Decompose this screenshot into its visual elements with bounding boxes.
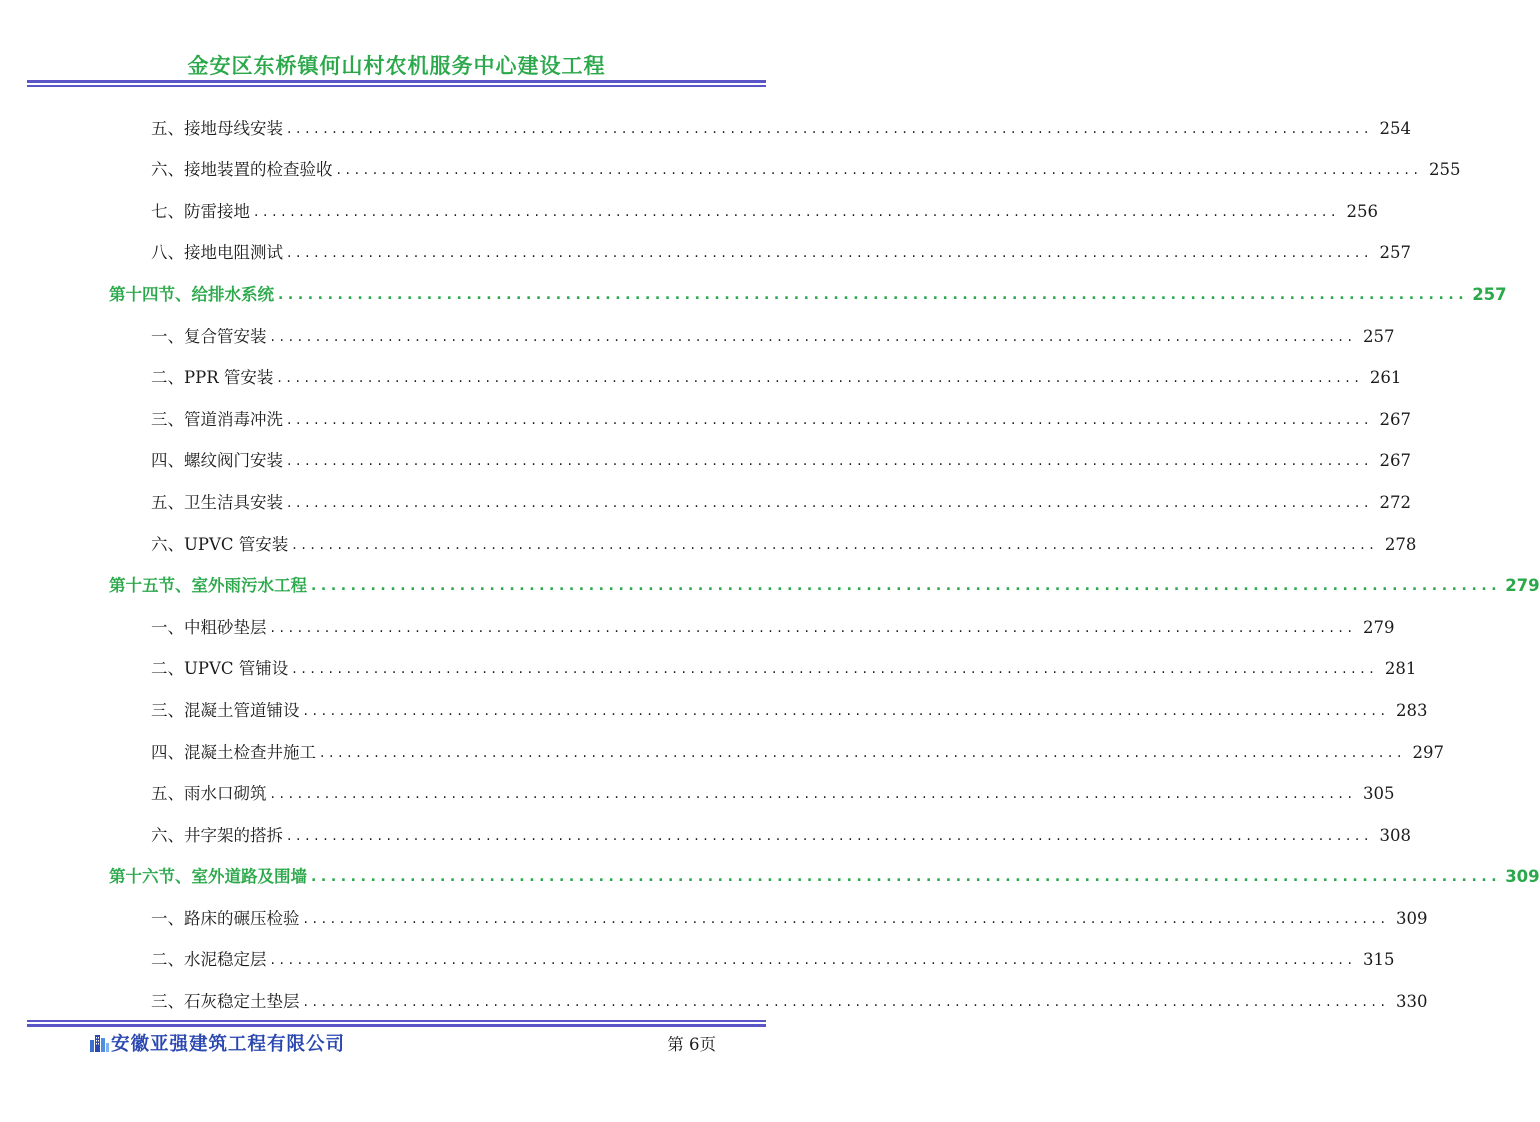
- toc-dot-leader: ........................................................................................................................: [287, 411, 1374, 428]
- toc-page-number: 309: [1396, 908, 1428, 928]
- toc-page-number: 278: [1384, 534, 1417, 554]
- toc-entry-label: 五、卫生洁具安装: [151, 492, 283, 512]
- toc-entry-label: 四、混凝土检查井施工: [151, 742, 316, 762]
- toc-entry-label: 六、井字架的搭拆: [151, 825, 283, 845]
- toc-dot-leader: ........................................................................................................................: [303, 702, 1390, 719]
- footer-rule-thick: [27, 1024, 766, 1027]
- toc-dot-leader: ........................................................................................................................: [287, 453, 1374, 470]
- toc-section-heading[interactable]: [109, 847, 1540, 889]
- toc-dot-leader: ........................................................................................................................: [277, 370, 1364, 387]
- toc-page-number: 297: [1412, 742, 1445, 762]
- toc-entry[interactable]: [109, 805, 1412, 847]
- header-rule-thin: [27, 85, 766, 87]
- toc-entry-label: 二、UPVC 管铺设: [151, 659, 289, 679]
- toc-entry-label: 六、接地装置的检查验收: [151, 160, 333, 180]
- toc-entry-label: 一、复合管安装: [151, 326, 267, 346]
- toc-entry[interactable]: [109, 888, 1428, 930]
- toc-entry[interactable]: [109, 348, 1402, 390]
- toc-entry[interactable]: [109, 971, 1428, 1013]
- footer-rule-thin: [27, 1020, 766, 1022]
- toc-dot-leader: ........................................................................................................................: [292, 536, 1379, 553]
- toc-entry-label: 二、水泥稳定层: [151, 950, 267, 970]
- toc-page-number: 279: [1505, 576, 1540, 596]
- toc-page-number: 267: [1379, 451, 1412, 471]
- toc-entry[interactable]: [109, 181, 1379, 223]
- company-name: 安徽亚强建筑工程有限公司: [111, 1034, 346, 1055]
- toc-entry[interactable]: [109, 389, 1412, 431]
- toc-dot-leader: ........................................................................................................................: [303, 910, 1390, 927]
- toc-dot-leader: ........................................................................................................................: [287, 120, 1374, 137]
- toc-section-heading[interactable]: [109, 556, 1540, 598]
- toc-entry-label: 第十四节、给排水系统: [109, 284, 274, 304]
- toc-entry-label: 五、接地母线安装: [151, 118, 283, 138]
- document-title: 金安区东桥镇何山村农机服务中心建设工程: [187, 54, 606, 78]
- toc-page-number: 254: [1379, 118, 1412, 138]
- header-rule-thick: [27, 80, 766, 83]
- toc-page-number: 267: [1379, 409, 1412, 429]
- toc-page-number: 305: [1363, 784, 1395, 804]
- toc-entry-label: 第十五节、室外雨污水工程: [109, 576, 307, 596]
- toc-dot-leader: ........................................................................................................................: [320, 744, 1407, 761]
- toc-entry[interactable]: [109, 930, 1395, 972]
- toc-page-number: 256: [1346, 201, 1379, 221]
- toc-page-number: 255: [1429, 160, 1461, 180]
- toc-page-number: 261: [1369, 368, 1402, 388]
- toc-section-heading[interactable]: [109, 264, 1507, 306]
- toc-dot-leader: ........................................................................................................................: [336, 162, 1423, 179]
- toc-entry-label: 七、防雷接地: [151, 201, 250, 221]
- toc-dot-leader: ........................................................................................................................: [287, 245, 1374, 262]
- toc-entry-label: 三、石灰稳定土垫层: [151, 992, 300, 1012]
- toc-page-number: 309: [1505, 867, 1540, 887]
- toc-entry-label: 一、路床的碾压检验: [151, 908, 300, 928]
- toc-dot-leader: ........................................................................................................................: [287, 827, 1374, 844]
- toc-dot-leader: ........................................................................................................................: [303, 994, 1390, 1011]
- toc-entry[interactable]: [109, 223, 1412, 265]
- toc-entry-label: 一、中粗砂垫层: [151, 617, 267, 637]
- footer-bar: [27, 1028, 766, 1058]
- toc-entry[interactable]: [109, 680, 1428, 722]
- toc-entry-label: 第十六节、室外道路及围墙: [109, 867, 307, 887]
- toc-page-number: 308: [1379, 825, 1412, 845]
- toc-page-number: 279: [1363, 617, 1395, 637]
- toc-page-number: 257: [1379, 243, 1412, 263]
- page-number: 第 6页: [667, 1035, 716, 1054]
- toc-entry[interactable]: [109, 597, 1395, 639]
- toc-dot-leader: ........................................................................................................................: [270, 786, 1357, 803]
- toc-dot-leader: ........................................................................................................................: [254, 203, 1341, 220]
- toc-page-number: 257: [1472, 284, 1507, 304]
- table-of-contents: [109, 98, 1540, 1013]
- toc-dot-leader: ........................................................................................................................: [311, 869, 1502, 886]
- toc-entry[interactable]: [109, 140, 1461, 182]
- toc-entry[interactable]: [109, 639, 1417, 681]
- toc-dot-leader: ........................................................................................................................: [292, 661, 1379, 678]
- toc-entry[interactable]: [109, 98, 1412, 140]
- toc-page-number: 257: [1363, 326, 1395, 346]
- toc-entry-label: 二、PPR 管安装: [151, 368, 274, 388]
- toc-entry[interactable]: [109, 431, 1412, 473]
- building-logo-icon: [89, 1032, 109, 1052]
- toc-entry-label: 四、螺纹阀门安装: [151, 451, 283, 471]
- toc-page-number: 272: [1379, 492, 1412, 512]
- toc-entry-label: 八、接地电阻测试: [151, 243, 283, 263]
- toc-entry-label: 三、管道消毒冲洗: [151, 409, 283, 429]
- toc-dot-leader: ........................................................................................................................: [278, 286, 1469, 303]
- toc-entry[interactable]: [109, 722, 1445, 764]
- toc-entry-label: 五、雨水口砌筑: [151, 784, 267, 804]
- toc-dot-leader: ........................................................................................................................: [287, 494, 1374, 511]
- toc-page-number: 283: [1396, 700, 1428, 720]
- toc-page-number: 281: [1384, 659, 1417, 679]
- toc-entry[interactable]: [109, 764, 1395, 806]
- toc-entry-label: 三、混凝土管道铺设: [151, 700, 300, 720]
- toc-dot-leader: ........................................................................................................................: [270, 619, 1357, 636]
- toc-page-number: 315: [1363, 950, 1395, 970]
- toc-entry[interactable]: [109, 306, 1395, 348]
- toc-entry[interactable]: [109, 472, 1412, 514]
- toc-dot-leader: ........................................................................................................................: [270, 952, 1357, 969]
- toc-entry-label: 六、UPVC 管安装: [151, 534, 289, 554]
- toc-dot-leader: ........................................................................................................................: [270, 328, 1357, 345]
- toc-entry[interactable]: [109, 514, 1417, 556]
- toc-page-number: 330: [1396, 992, 1428, 1012]
- toc-dot-leader: ........................................................................................................................: [311, 578, 1502, 595]
